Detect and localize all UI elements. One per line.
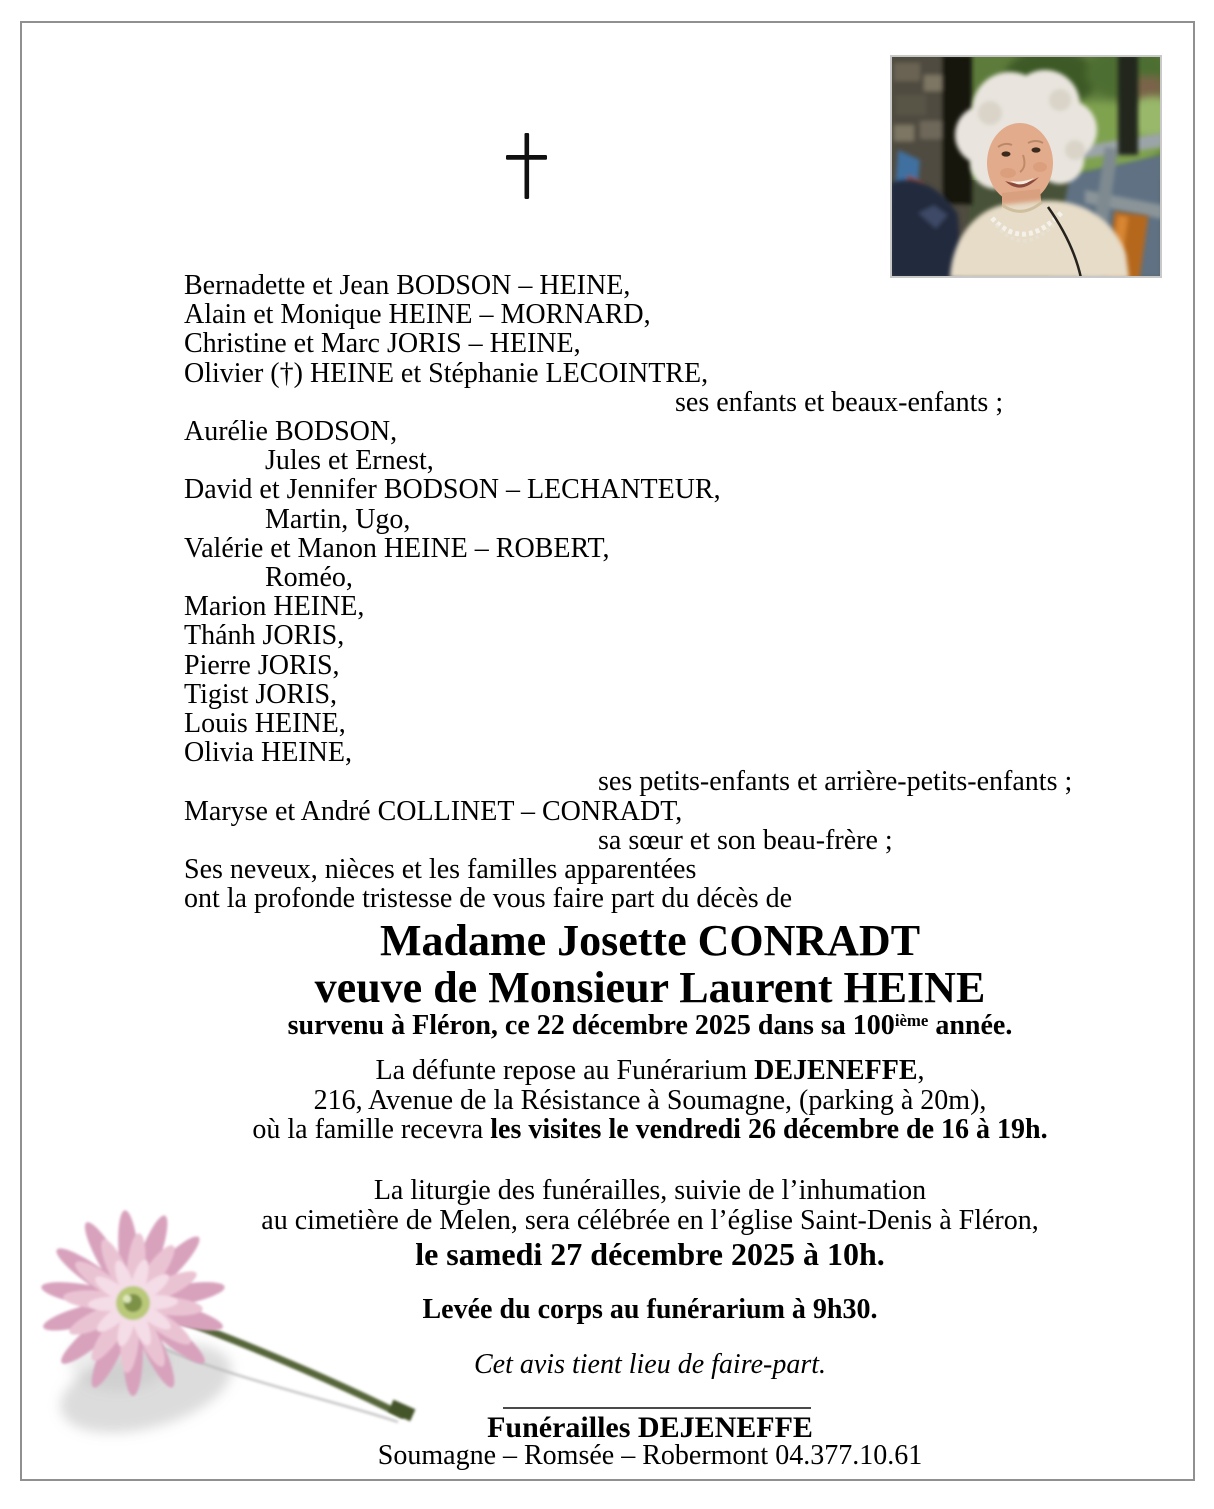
footer-rule	[503, 1407, 811, 1409]
liturgy-date: le samedi 27 décembre 2025 à 10h.	[415, 1236, 885, 1272]
funeral-home-locations: Soumagne – Romsée – Robermont 04.377.10.61	[377, 1440, 923, 1471]
repose-line-2: 216, Avenue de la Résistance à Soumagne, (parking à 20m),	[313, 1084, 987, 1116]
relation-label: ses petits-enfants et arrière-petits-enfants ;	[598, 766, 1073, 798]
deceased-name	[170, 917, 1130, 1011]
death-details	[170, 1011, 1130, 1043]
family-line: Valérie et Manon HEINE – ROBERT,	[184, 532, 610, 564]
family-line: Christine et Marc JORIS – HEINE,	[184, 328, 581, 360]
portrait-photo	[890, 55, 1162, 278]
repose-line-3	[170, 1115, 1130, 1145]
death-details-end: année.	[928, 1010, 1013, 1041]
family-list	[184, 271, 1072, 913]
funeral-home-bold: DEJENEFFE	[754, 1055, 918, 1086]
repose-block	[170, 1056, 1130, 1145]
ordinal-superscript: ième	[894, 1010, 929, 1030]
family-line: Pierre JORIS,	[184, 649, 340, 681]
death-details-text: survenu à Fléron, ce 22 décembre 2025 dans sa 100	[287, 1010, 895, 1041]
levee-line: Levée du corps au funérarium à 9h30.	[422, 1294, 878, 1325]
family-line: Marion HEINE,	[184, 591, 365, 623]
family-line: Bernadette et Jean BODSON – HEINE,	[184, 270, 631, 301]
family-line: Roméo,	[265, 562, 353, 594]
repose-text: ,	[917, 1055, 925, 1086]
family-line: Ses neveux, nièces et les familles apparentées	[184, 854, 697, 886]
family-line: Jules et Ernest,	[265, 445, 434, 477]
family-line: Martin, Ugo,	[265, 503, 411, 535]
funeral-home-name: Funérailles DEJENEFFE	[487, 1411, 813, 1444]
family-line: Thánh JORIS,	[184, 620, 345, 652]
relation-label: sa sœur et son beau-frère ;	[598, 824, 893, 856]
liturgy-line-2: au cimetière de Melen, sera célébrée en l’église Saint-Denis à Fléron,	[261, 1204, 1039, 1236]
family-line: Louis HEINE,	[184, 708, 346, 740]
visits-schedule-bold: les visites le vendredi 26 décembre de 16 à 19h.	[490, 1114, 1048, 1146]
family-line: Aurélie BODSON,	[184, 416, 398, 448]
announcement-line: ont la profonde tristesse de vous faire part du décès de	[184, 883, 793, 915]
repose-line-1	[170, 1056, 1130, 1086]
repose-text: où la famille recevra	[252, 1114, 491, 1146]
memorial-cross-icon	[504, 130, 550, 202]
relation-label: ses enfants et beaux-enfants ;	[675, 386, 1004, 418]
liturgy-line-1: La liturgie des funérailles, suivie de l’inhumation	[373, 1175, 927, 1206]
family-line: Maryse et André COLLINET – CONRADT,	[184, 795, 683, 827]
family-line: Olivier (†) HEINE et Stéphanie LECOINTRE,	[184, 357, 709, 389]
family-line: Tigist JORIS,	[184, 678, 338, 710]
notice-line: Cet avis tient lieu de faire-part.	[473, 1349, 826, 1380]
deceased-name-line2: veuve de Monsieur Laurent HEINE	[314, 963, 986, 1012]
flower-photo	[28, 1206, 448, 1496]
family-line: Alain et Monique HEINE – MORNARD,	[184, 299, 651, 331]
family-line: Olivia HEINE,	[184, 737, 352, 769]
family-line: David et Jennifer BODSON – LECHANTEUR,	[184, 474, 721, 506]
deceased-name-line1: Madame Josette CONRADT	[379, 916, 921, 965]
repose-text: La défunte repose au Funérarium	[375, 1055, 755, 1086]
